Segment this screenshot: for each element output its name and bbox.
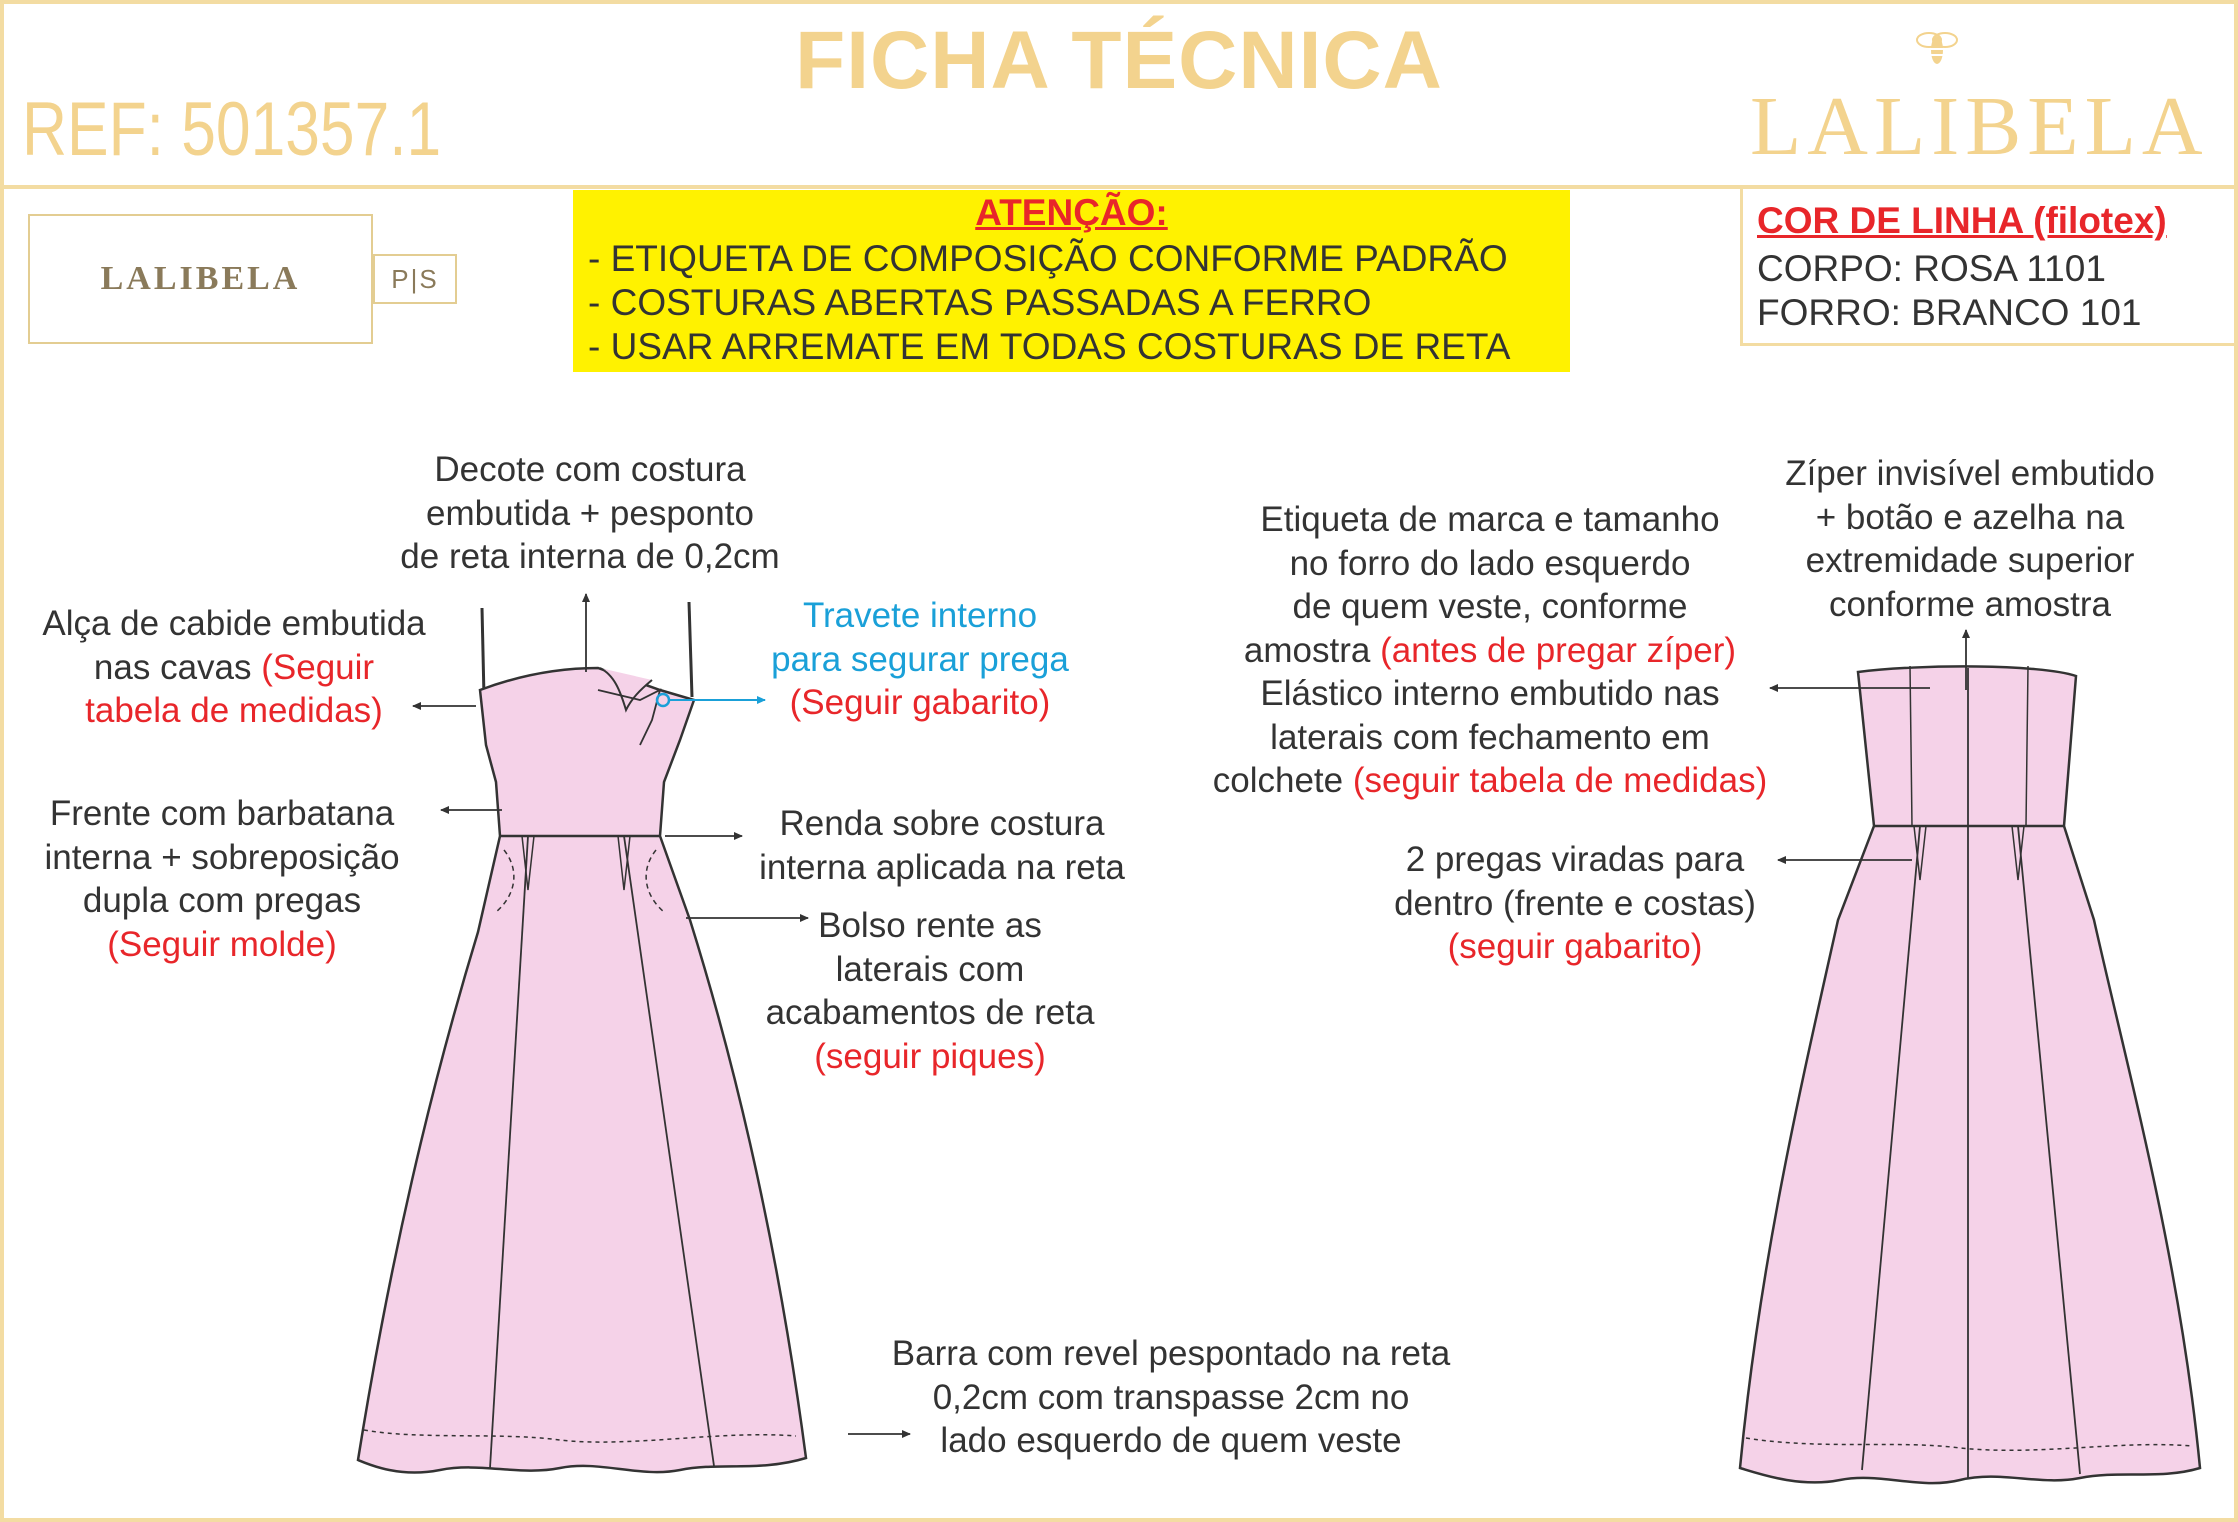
note-alca: [14, 602, 454, 733]
attention-line: - ETIQUETA DE COMPOSIÇÃO CONFORME PADRÃO: [588, 238, 1508, 279]
note-line: dentro (frente e costas): [1394, 883, 1756, 923]
note-line: Renda sobre costura: [779, 804, 1105, 843]
note-line: no forro do lado esquerdo: [1289, 543, 1691, 583]
note-line: Bolso rente as: [818, 906, 1042, 945]
note-ziper: [1750, 452, 2190, 626]
note-line: Elástico interno embutido nas: [1260, 674, 1720, 713]
note-line: Zíper invisível embutido: [1785, 454, 2155, 493]
note-line: amostra: [1243, 630, 1381, 670]
attention-line: - USAR ARREMATE EM TODAS COSTURAS DE RETA: [588, 326, 1511, 367]
note-line: 2 pregas viradas para: [1405, 840, 1745, 879]
note-line-red: (seguir piques): [814, 1036, 1046, 1076]
note-line: laterais com: [835, 949, 1025, 989]
note-travete: [740, 594, 1100, 725]
note-line: laterais com fechamento em: [1270, 717, 1710, 757]
reference-code: REF: 501357.1: [22, 87, 442, 172]
note-line: interna + sobreposição: [44, 837, 400, 877]
note-line: de quem veste, conforme: [1292, 587, 1688, 626]
note-line: Etiqueta de marca e tamanho: [1260, 500, 1720, 539]
note-line: interna aplicada na reta: [759, 847, 1125, 887]
note-line: conforme amostra: [1828, 584, 2112, 624]
note-line: de reta interna de 0,2cm: [400, 537, 780, 576]
brand-label: LALIBELA: [28, 214, 373, 344]
thread-corpo: CORPO: ROSA 1101: [1757, 248, 2106, 289]
thread-forro: FORRO: BRANCO 101: [1757, 292, 2142, 333]
note-line: Alça de cabide embutida: [42, 604, 426, 643]
note-line: Barra com revel pespontado na reta: [891, 1334, 1451, 1373]
note-line-red: (Seguir gabarito): [789, 683, 1051, 722]
note-line: acabamentos de reta: [765, 993, 1095, 1032]
note-line: 0,2cm com transpasse 2cm no: [932, 1377, 1410, 1417]
note-line-red: (Seguir: [261, 647, 375, 687]
note-line: lado esquerdo de quem veste: [940, 1421, 1402, 1460]
attention-title: ATENÇÃO:: [975, 192, 1168, 233]
note-decote: [378, 448, 802, 579]
thread-title: COR DE LINHA (filotex): [1757, 200, 2167, 241]
note-line-red: (seguir gabarito): [1447, 927, 1703, 966]
note-line: + botão e azelha na: [1815, 497, 2125, 537]
note-bolso: [740, 904, 1120, 1078]
note-line: Decote com costura: [434, 450, 746, 489]
note-line: nas cavas: [93, 647, 262, 687]
attention-line: - COSTURAS ABERTAS PASSADAS A FERRO: [588, 282, 1372, 323]
note-line-blue: Travete interno: [802, 596, 1038, 635]
note-line: embutida + pesponto: [426, 493, 754, 533]
note-line-red: (antes de pregar zíper): [1380, 630, 1737, 670]
brand-logo: LALIBELA: [1750, 80, 2209, 173]
page-title: FICHA TÉCNICA: [795, 15, 1443, 106]
size-label: P|S: [373, 254, 457, 304]
note-line: dupla com pregas: [82, 881, 362, 920]
note-renda: [730, 802, 1154, 889]
front-dress: [358, 602, 806, 1473]
note-pregas: [1360, 838, 1790, 969]
note-line-blue: para segurar prega: [771, 639, 1069, 679]
back-dress: [1740, 666, 2200, 1483]
note-line: extremidade superior: [1805, 541, 2135, 580]
note-barra: [848, 1332, 1494, 1463]
note-etiqueta: [1180, 498, 1800, 803]
note-line-red: (Seguir molde): [107, 924, 337, 964]
note-frente: [14, 792, 430, 966]
note-line: Frente com barbatana: [49, 794, 395, 833]
note-line-red: (seguir tabela de medidas): [1352, 761, 1768, 800]
note-line-red: tabela de medidas): [85, 691, 383, 730]
note-line: colchete: [1212, 761, 1353, 800]
